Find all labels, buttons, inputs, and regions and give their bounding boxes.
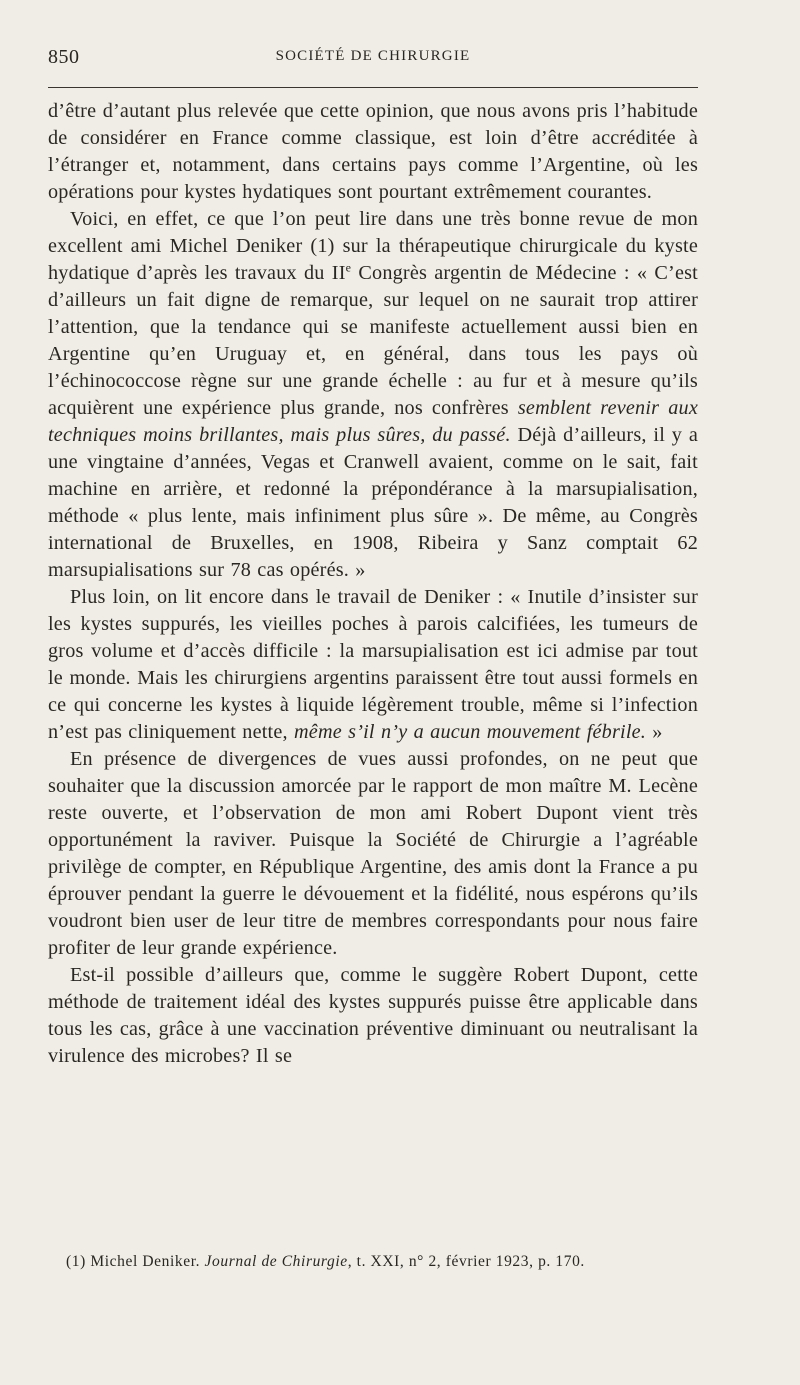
paragraph <box>48 584 698 746</box>
running-head: SOCIÉTÉ DE CHIRURGIE <box>275 48 471 64</box>
page-number: 850 <box>48 46 80 68</box>
text-run: Plus loin, on lit encore dans le travail de Deniker : « Inutile d’insister sur les kystes suppurés, les vieilles poches à parois calcifiées, les tumeurs de gros volume et d’accès difficile : la marsupialisation est ici admise par tout le monde. Mais les chirurgiens argentins paraissent être tout aussi formels en ce qui concerne les kystes à liquide légèrement trouble, même si l’infection n’est pas cliniquement nette, <box>48 586 698 743</box>
italic-text: semblent revenir aux techniques moins brillantes, mais plus sûres, du passé. <box>48 397 698 446</box>
paragraph <box>48 746 698 962</box>
footnote-journal: Journal de Chirurgie <box>204 1253 348 1270</box>
text-run: d’être d’autant plus relevée que cette opinion, que nous avons pris l’habitude de considérer en France comme classique, est loin d’être accréditée à l’étranger et, notamment, dans certains pays comme l’Argentine, où les opérations pour kystes hydatiques sont pourtant extrêmement courantes. <box>48 100 698 203</box>
footnote <box>48 1250 698 1273</box>
text-run: » <box>646 721 663 743</box>
header-rule <box>48 87 698 88</box>
superscript: e <box>345 260 352 275</box>
page-header <box>48 40 698 78</box>
paragraph <box>48 962 698 1070</box>
book-page <box>48 40 698 1270</box>
paragraph <box>48 206 698 584</box>
footnote-author: Michel Deniker. <box>85 1253 205 1270</box>
italic-text: même s’il n’y a aucun mouvement fébrile. <box>294 721 647 743</box>
footnote-details: , t. XXI, n° 2, février 1923, p. 170. <box>347 1253 585 1270</box>
text-run: Voici, en effet, ce que l’on peut lire dans une très bonne revue de mon excellent ami Michel Deniker (1) sur la thérapeutique chirurgicale du kyste hydatique d’après les travaux du II <box>48 208 698 284</box>
paragraph <box>48 98 698 206</box>
body-text <box>48 98 698 1070</box>
footnote-marker: (1) <box>66 1253 86 1270</box>
text-run: Congrès argentin de Médecine : « C’est d’ailleurs un fait digne de remarque, sur lequel on ne saurait trop attirer l’attention, que la tendance qui se manifeste actuellement aussi bien en Argentine qu’en Uruguay et, en général, dans tous les pays où l’échinococcose règne sur une grande échelle : au fur et à mesure qu’ils acquièrent une expérience plus grande, nos confrères <box>48 262 698 419</box>
text-run: En présence de divergences de vues aussi profondes, on ne peut que souhaiter que la discussion amorcée par le rapport de mon maître M. Lecène reste ouverte, et l’observation de mon ami Robert Dupont vient très opportunément la raviver. Puisque la Société de Chirurgie a l’agréable privilège de compter, en République Argentine, des amis dont la France a pu éprouver pendant la guerre le dévouement et la fidélité, nous espérons qu’ils voudront bien user de leur titre de membres correspondants pour nous faire profiter de leur grande expérience. <box>48 748 698 959</box>
text-run: Est-il possible d’ailleurs que, comme le suggère Robert Dupont, cette méthode de traitement idéal des kystes suppurés puisse être applicable dans tous les cas, grâce à une vaccination préventive diminuant ou neutralisant la virulence des microbes? Il se <box>48 964 698 1067</box>
text-run: Déjà d’ailleurs, il y a une vingtaine d’années, Vegas et Cranwell avaient, comme on le sait, fait machine en arrière, et redonné la prépondérance à la marsupialisation, méthode « plus lente, mais infiniment plus sûre ». De même, au Congrès international de Bruxelles, en 1908, Ribeira y Sanz comptait 62 marsupialisations sur 78 cas opérés. » <box>48 424 698 581</box>
